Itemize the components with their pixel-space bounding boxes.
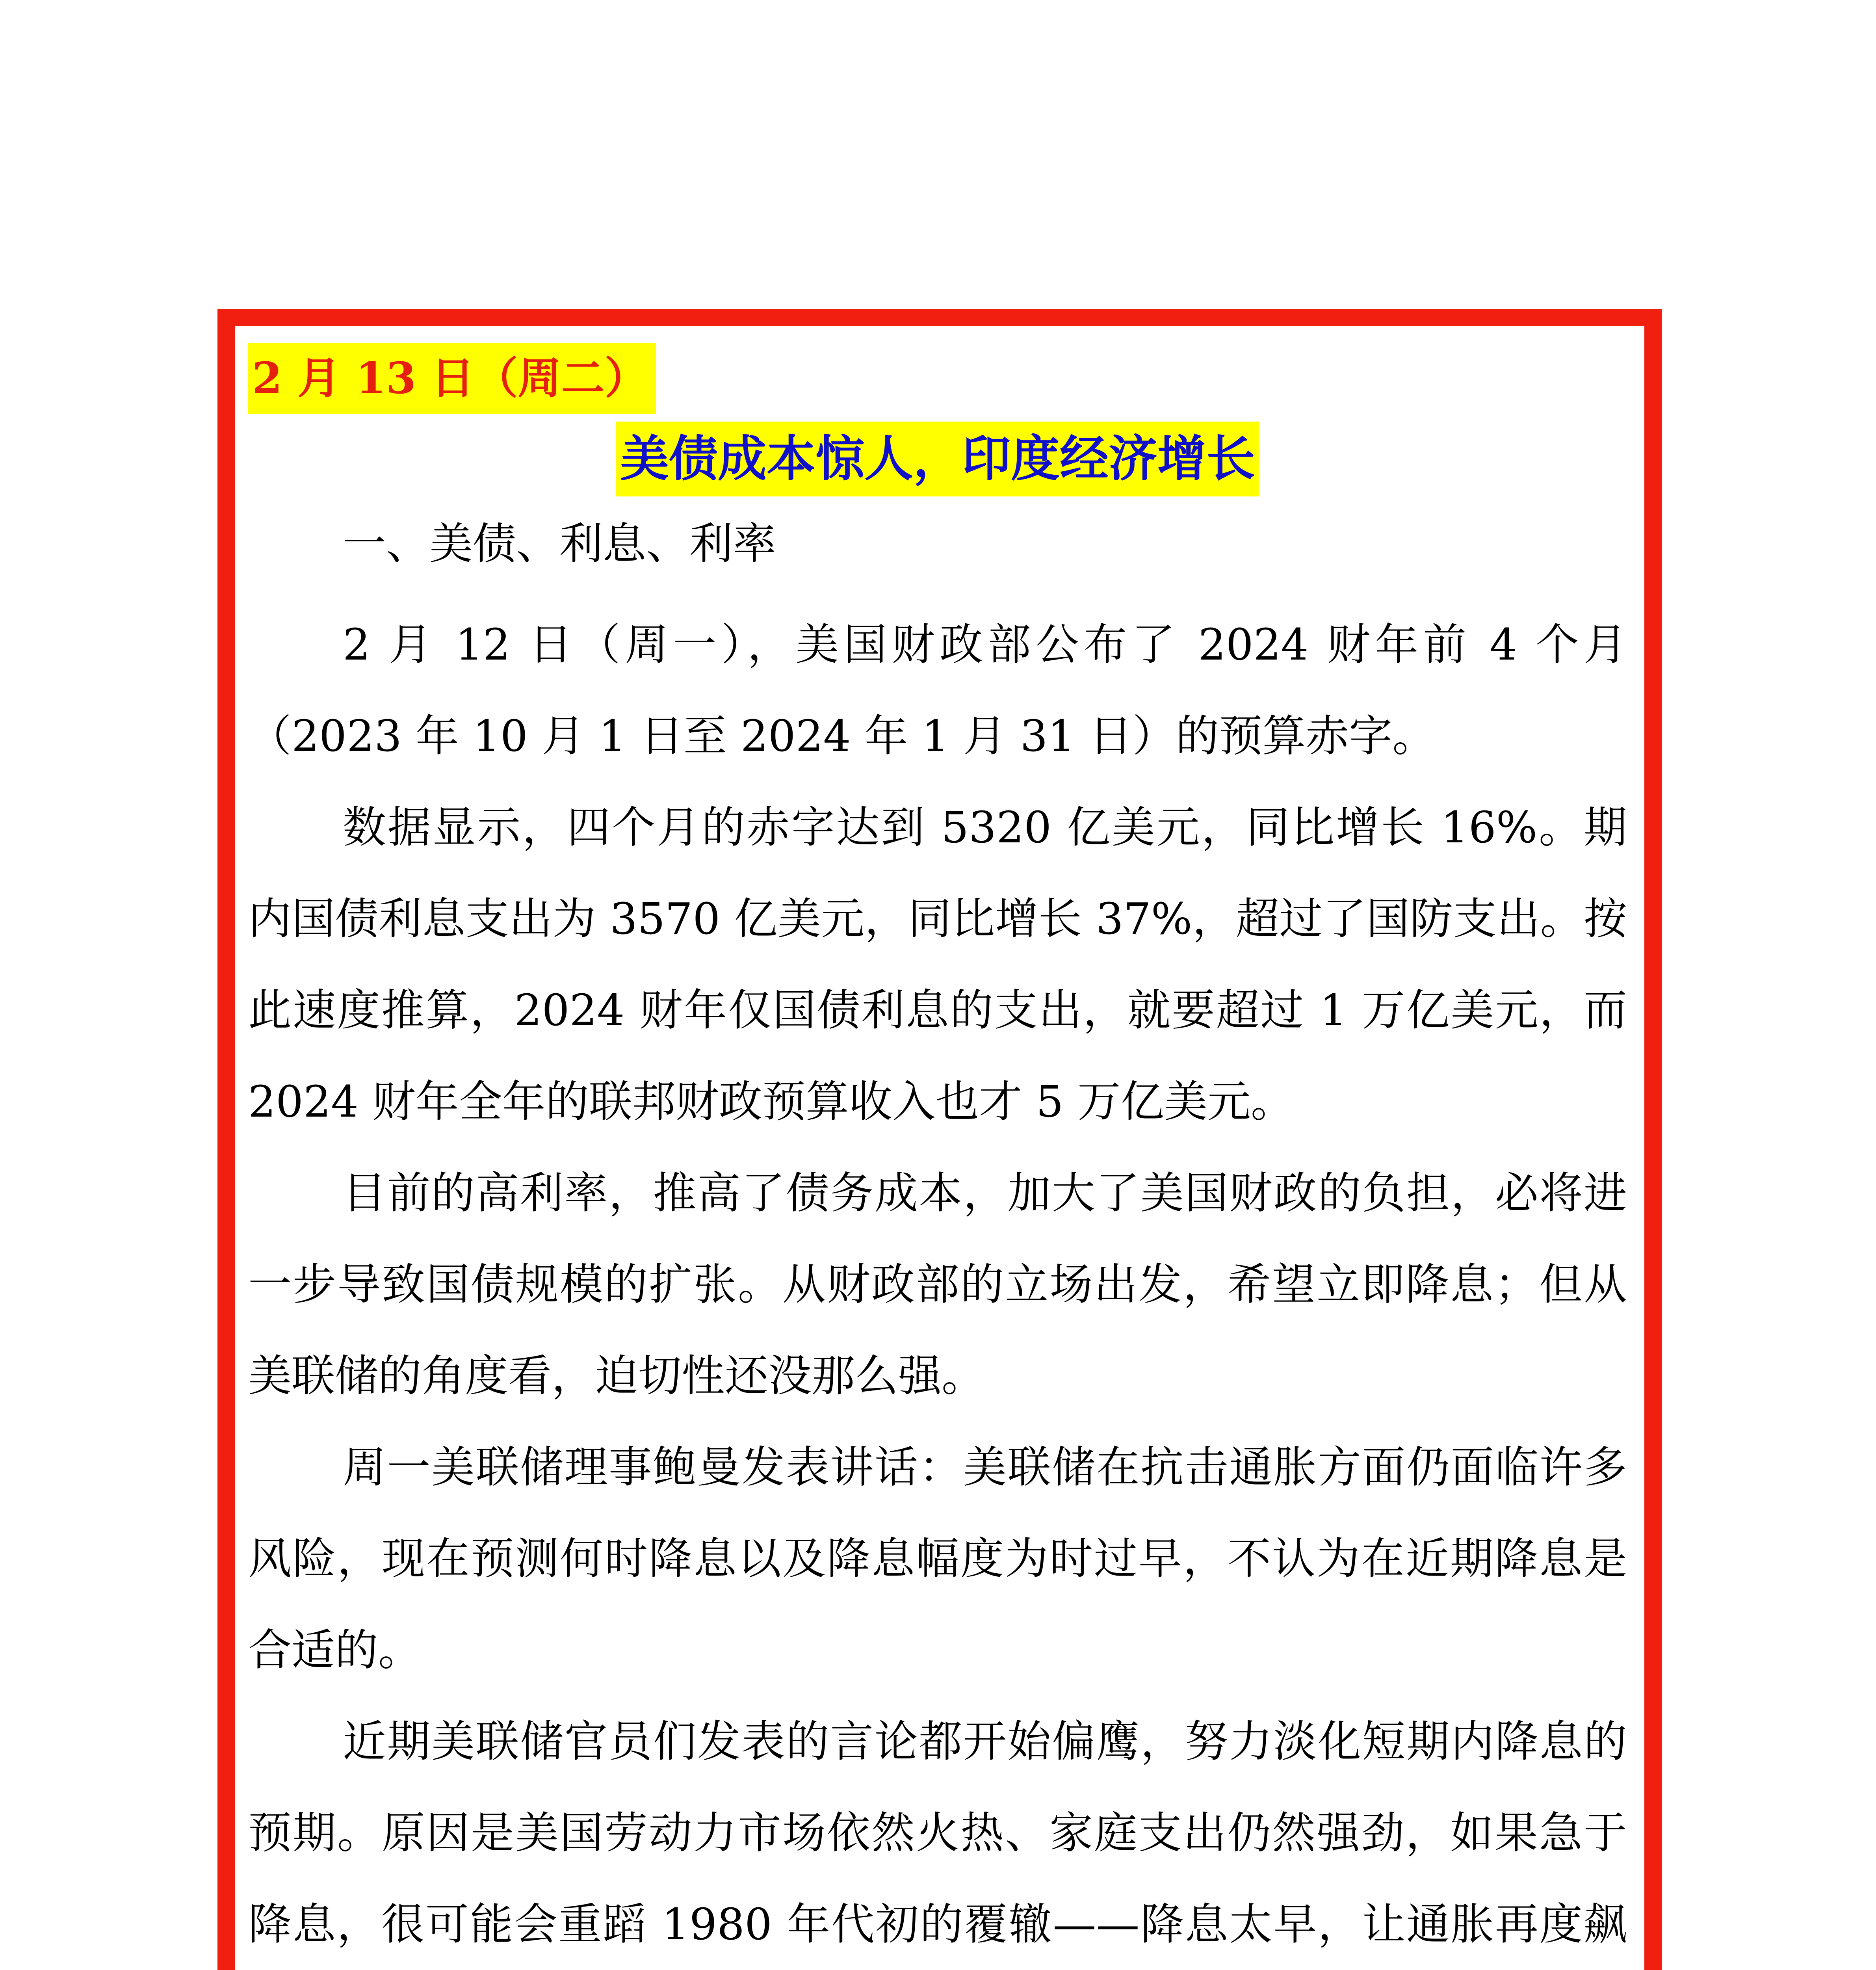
title-container: [248, 422, 1627, 496]
paragraph: 数据显示，四个月的赤字达到 5320 亿美元，同比增长 16%。期内国债利息支出为 3570 亿美元，同比增长 37%，超过了国防支出。按此速度推算，2024 财年仅国债利息的支出，就要超过 1 万亿美元，而 2024 财年全年的联邦财政预算收入也才 5 万亿美元。: [248, 802, 1627, 1127]
article-title: 美债成本惊人，印度经济增长: [616, 422, 1259, 496]
date-line: 2 月 13 日（周二）: [248, 343, 656, 414]
paragraph: 2 月 12 日（周一），美国财政部公布了 2024 财年前 4 个月（2023 年 10 月 1 日至 2024 年 1 月 31 日）的预算赤字。: [248, 619, 1627, 761]
paragraph: 近期美联储官员们发表的言论都开始偏鹰，努力淡化短期内降息的预期。原因是美国劳动力市场依然火热、家庭支出仍然强劲，如果急于降息，很可能会重蹈 1980 年代初的覆辙——降息太早，让通胀再度飙: [248, 1716, 1627, 1950]
document-body: [248, 343, 1627, 1970]
paragraph: 周一美联储理事鲍曼发表讲话：美联储在抗击通胀方面仍面临许多风险，现在预测何时降息以及降息幅度为时过早，不认为在近期降息是合适的。: [248, 1442, 1627, 1675]
section-heading-1: 一、美债、利息、利率: [343, 519, 776, 569]
paragraph: 目前的高利率，推高了债务成本，加大了美国财政的负担，必将进一步导致国债规模的扩张。从财政部的立场出发，希望立即降息；但从美联储的角度看，迫切性还没那么强。: [248, 1168, 1627, 1401]
